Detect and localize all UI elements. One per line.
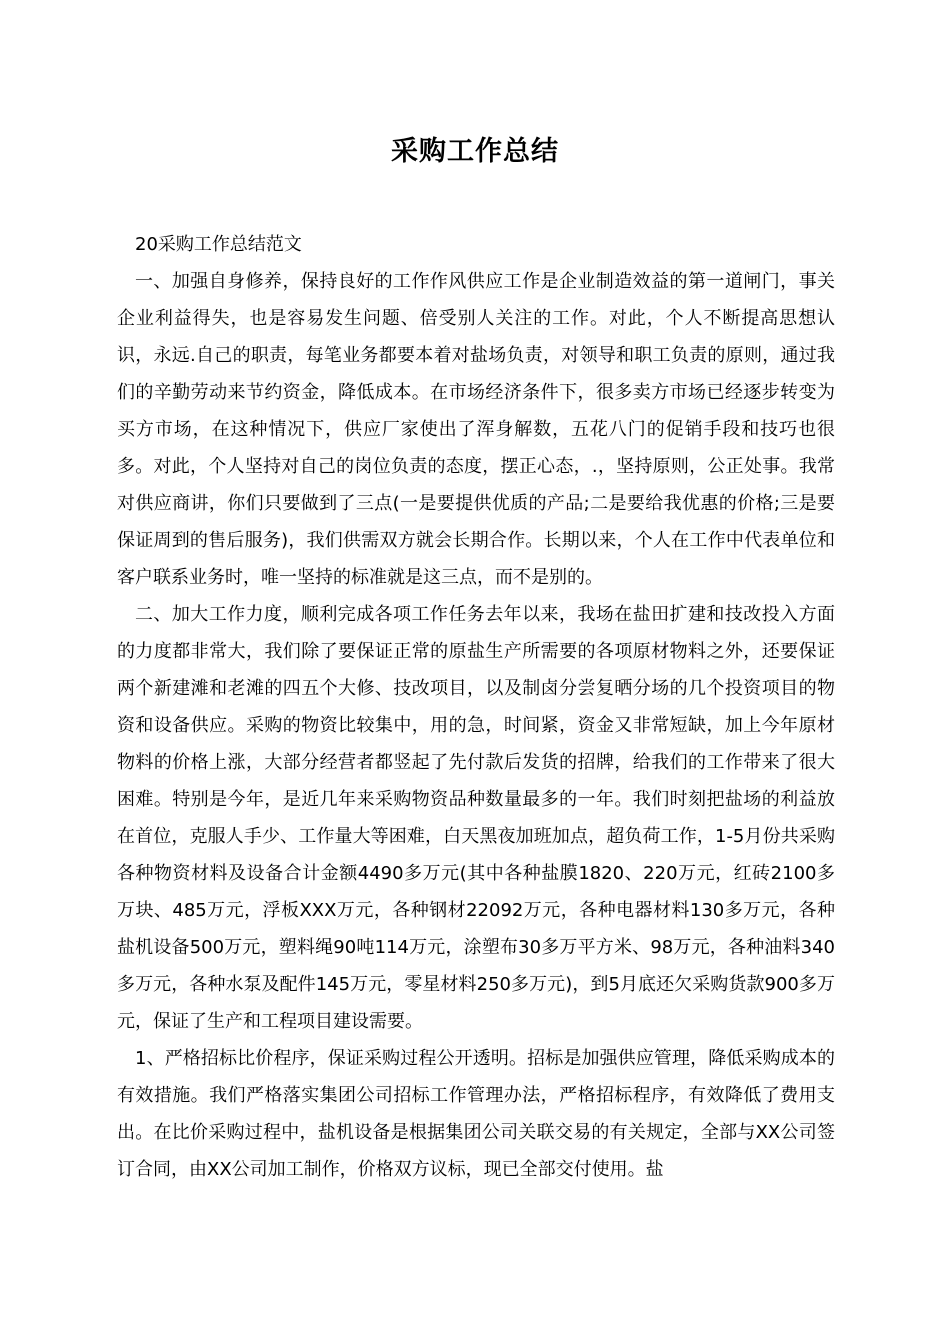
page-title: 采购工作总结 [391, 136, 559, 167]
paragraph-section-two: 二、加大工作力度，顺利完成各项工作任务去年以来，我场在盐田扩建和技改投入方面的力度都非常大，我们除了要保证正常的原盐生产所需要的各项原材物料之外，还要保证两个新建滩和老滩的四五个大修、技改项目，以及制卤分尝复晒分场的几个投资项目的物资和设备供应。采购的物资比较集中，用的急，时间紧，资金又非常短缺，加上今年原材物料的价格上涨，大部分经营者都竖起了先付款后发货的招牌，给我们的工作带来了很大困难。特别是今年，是近几年来采购物资品种数量最多的一年。我们时刻把盐场的利益放在首位，克服人手少、工作量大等困难，白天黑夜加班加点，超负荷工作，1-5月份共采购各种物资材料及设备合计金额4490多万元(其中各种盐膜1820、220万元，红砖2100多万块、485万元，浮板XXX万元，各种钢材22092万元，各种电器材料130多万元，各种盐机设备500万元，塑料绳90吨114万元，涂塑布30多万平方米、98万元，各种油料340多万元，各种水泵及配件145万元，零星材料250多万元)，到5月底还欠采购货款900多万元，保证了生产和工程项目建设需要。 [117, 604, 835, 1032]
document-body [117, 226, 835, 1188]
paragraph-section-one: 一、加强自身修养，保持良好的工作作风供应工作是企业制造效益的第一道闸门，事关企业利益得失，也是容易发生问题、倍受别人关注的工作。对此，个人不断提高思想认识，永远.自己的职责，每笔业务都要本着对盐场负责，对领导和职工负责的原则，通过我们的辛勤劳动来节约资金，降低成本。在市场经济条件下，很多卖方市场已经逐步转变为买方市场，在这种情况下，供应厂家使出了浑身解数，五花八门的促销手段和技巧也很多。对此，个人坚持对自己的岗位负责的态度，摆正心态，.，坚持原则，公正处事。我常对供应商讲，你们只要做到了三点(一是要提供优质的产品;二是要给我优惠的价格;三是要保证周到的售后服务)，我们供需双方就会长期合作。长期以来，个人在工作中代表单位和客户联系业务时，唯一坚持的标准就是这三点，而不是别的。 [117, 271, 835, 588]
paragraph-item-one: 1、严格招标比价程序，保证采购过程公开透明。招标是加强供应管理，降低采购成本的有效措施。我们严格落实集团公司招标工作管理办法，严格招标程序，有效降低了费用支出。在比价采购过程中，盐机设备是根据集团公司关联交易的有关规定，全部与XX公司签订合同，由XX公司加工制作，价格双方议标，现已全部交付使用。盐 [117, 1048, 835, 1180]
paragraph-subtitle: 20采购工作总结范文 [135, 234, 302, 255]
